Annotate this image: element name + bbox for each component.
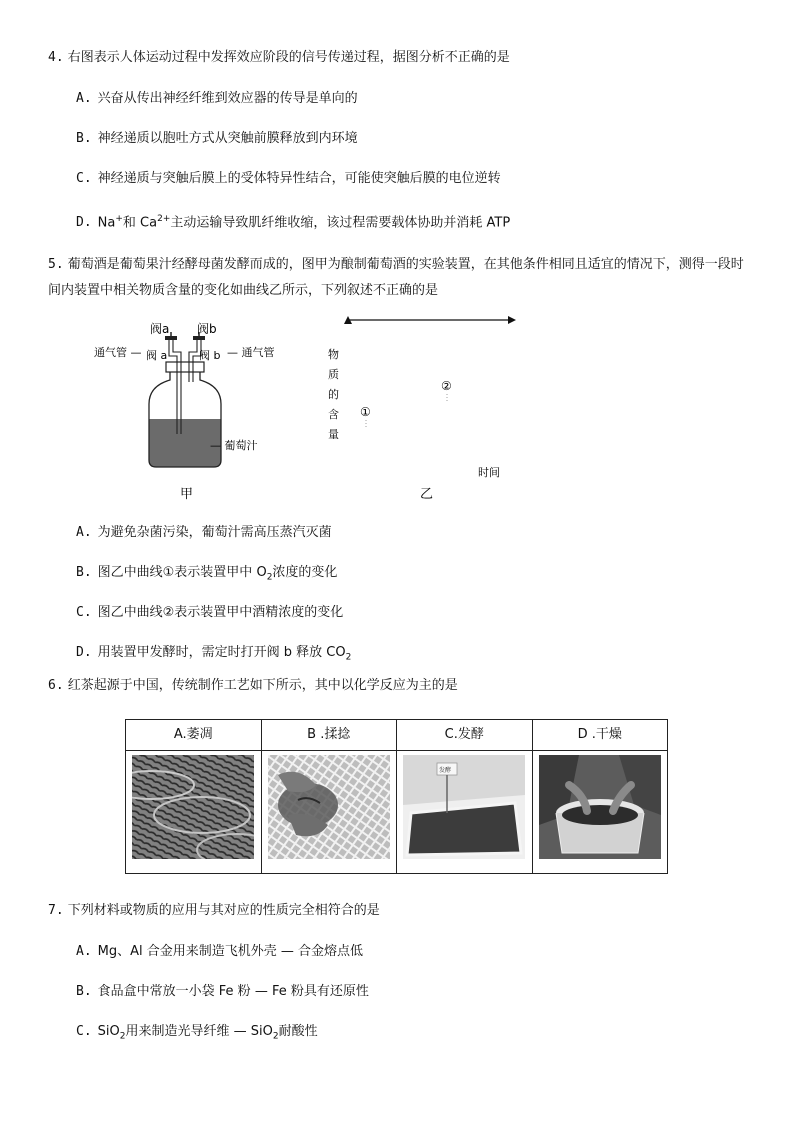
- figure-jia-apparatus: [90, 312, 310, 507]
- option-label: D.: [76, 215, 92, 231]
- option-text: 主动运输导致肌纤维收缩，该过程需要载体协助并消耗 ATP: [170, 215, 511, 231]
- subscript: 2: [266, 572, 273, 583]
- tea-header-d: D .干燥: [532, 720, 668, 751]
- tea-photo-cell-c: [397, 751, 533, 874]
- option-text: Na: [97, 215, 116, 231]
- option-label: B.: [76, 131, 92, 146]
- right-tube-label: — 通气管: [227, 346, 275, 359]
- q7-number: 7.: [48, 903, 64, 918]
- y-label-char-5: 量: [328, 428, 339, 441]
- option-text: 用来制造光导纤维 — SiO: [125, 1024, 273, 1039]
- q5-option-b: [76, 563, 337, 588]
- q4-option-a: [76, 89, 358, 109]
- option-label: A.: [76, 944, 92, 959]
- figure-yi-chart: [318, 308, 518, 508]
- q5-stem: [48, 252, 748, 304]
- subscript: 2: [272, 1031, 279, 1042]
- curve-2-label: ②: [441, 379, 452, 393]
- valve-a-top-label: 阀a: [150, 322, 170, 336]
- option-label: C.: [76, 171, 92, 186]
- option-label: A.: [76, 91, 92, 106]
- juice-label: — 葡萄汁: [210, 439, 258, 452]
- valve-b-side-label: 阀 b: [199, 349, 221, 362]
- q5-option-a: [76, 523, 332, 543]
- option-text: 为避免杂菌污染，葡萄汁需高压蒸汽灭菌: [97, 525, 332, 540]
- q4-option-c: [76, 169, 501, 189]
- valve-b-icon: [193, 336, 205, 340]
- y-label-char-2: 质: [328, 368, 339, 381]
- tea-header-c: C.发酵: [397, 720, 533, 751]
- q4-stem: [48, 48, 510, 68]
- tea-header-b: B .揉捻: [261, 720, 397, 751]
- x-axis-arrow-icon: [508, 316, 516, 324]
- option-text: 图乙中曲线②表示装置甲中酒精浓度的变化: [97, 605, 344, 620]
- rolling-photo: [268, 755, 390, 859]
- option-label: A.: [76, 525, 92, 540]
- valve-a-icon: [165, 336, 177, 340]
- curve-1-label: ①: [360, 405, 371, 419]
- q5-option-d: [76, 643, 351, 668]
- option-label: B.: [76, 984, 92, 999]
- q6-stem-text: 红茶起源于中国，传统制作工艺如下所示，其中以化学反应为主的是: [67, 678, 458, 693]
- option-text: Mg、Al 合金用来制造飞机外壳 — 合金熔点低: [97, 944, 364, 959]
- option-text: 和 Ca: [122, 215, 158, 231]
- q6-stem: [48, 676, 458, 696]
- withering-photo: [132, 755, 254, 859]
- drying-photo: [539, 755, 661, 859]
- subscript: 2: [345, 652, 352, 663]
- fermentation-photo: [403, 755, 525, 859]
- option-text: 图乙中曲线①表示装置甲中 O: [97, 565, 267, 580]
- q7-stem-text: 下列材料或物质的应用与其对应的性质完全相符合的是: [67, 903, 380, 918]
- valve-a-side-label: 阀 a: [146, 349, 168, 362]
- option-text: SiO: [97, 1024, 120, 1039]
- q5-number: 5.: [48, 257, 64, 272]
- superscript: 2+: [157, 214, 171, 224]
- valve-b-top-label: 阀b: [197, 322, 217, 336]
- left-tube-label: 通气管 —: [94, 346, 142, 359]
- subscript: 2: [119, 1031, 126, 1042]
- q4-stem-text: 右图表示人体运动过程中发挥效应阶段的信号传递过程，据图分析不正确的是: [67, 50, 510, 65]
- q5-option-c: [76, 603, 343, 623]
- y-label-char-1: 物: [328, 348, 339, 361]
- option-text: 用装置甲发酵时，需定时打开阀 b 释放 CO: [97, 645, 346, 660]
- q7-option-c: [76, 1022, 318, 1047]
- q5-stem-text: 葡萄酒是葡萄果汁经酵母菌发酵而成的，图甲为酿制葡萄酒的实验装置，在其他条件相同且适宜的情况下，测得一段时间内装置中相关物质含量的变化如曲线乙所示，下列叙述不正确的是: [48, 257, 744, 298]
- q7-option-a: [76, 942, 363, 962]
- q7-option-b: [76, 982, 369, 1002]
- option-text: 耐酸性: [278, 1024, 318, 1039]
- bottle-stopper: [166, 362, 204, 372]
- y-label-char-3: 的: [328, 388, 339, 401]
- option-text: 神经递质以胞吐方式从突触前膜释放到内环境: [97, 131, 358, 146]
- fermentation-sign-text: 发酵: [439, 767, 452, 774]
- q4-number: 4.: [48, 50, 64, 65]
- q7-stem: [48, 901, 380, 921]
- option-text: 神经递质与突触后膜上的受体特异性结合，可能使突触后膜的电位逆转: [97, 171, 501, 186]
- q4-option-b: [76, 129, 358, 149]
- tea-header-a: A.萎凋: [126, 720, 262, 751]
- figure-jia-caption: 甲: [180, 487, 194, 502]
- figure-yi-caption: 乙: [420, 487, 434, 502]
- option-label: D.: [76, 645, 92, 660]
- tea-process-table: [125, 719, 668, 874]
- q6-number: 6.: [48, 678, 64, 693]
- tea-photo-cell-a: [126, 751, 262, 874]
- option-label: B.: [76, 565, 92, 580]
- option-text: 浓度的变化: [272, 565, 338, 580]
- option-text: 兴奋从传出神经纤维到效应器的传导是单向的: [97, 91, 358, 106]
- tea-photo-cell-b: [261, 751, 397, 874]
- y-label-char-4: 含: [328, 408, 339, 421]
- tea-photo-cell-d: [532, 751, 668, 874]
- q4-option-d: [76, 209, 510, 233]
- x-axis-label: 时间: [478, 466, 500, 479]
- option-text: 食品盒中常放一小袋 Fe 粉 — Fe 粉具有还原性: [97, 984, 369, 999]
- superscript: +: [115, 214, 123, 224]
- option-label: C.: [76, 1024, 92, 1039]
- option-label: C.: [76, 605, 92, 620]
